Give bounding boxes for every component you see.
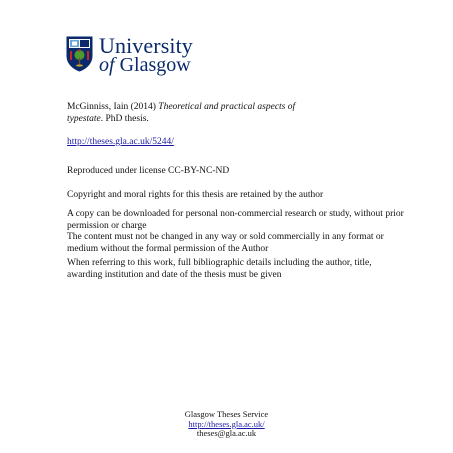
footer xyxy=(0,410,453,439)
citation-title-part1: Theoretical and practical aspects of xyxy=(158,102,296,112)
university-name-line1: University xyxy=(99,33,193,58)
citation-title-part2: typestate xyxy=(67,114,101,124)
university-name-glasgow: Glasgow xyxy=(119,54,191,76)
university-name-line2 xyxy=(99,55,193,75)
thesis-citation xyxy=(67,101,407,125)
footer-email: theses@gla.ac.uk xyxy=(196,428,257,438)
copyright-statement: Copyright and moral rights for this thesis are retained by the author xyxy=(67,190,324,200)
thesis-url-link[interactable]: http://theses.gla.ac.uk/5244/ xyxy=(67,137,174,147)
referring-statement: When referring to this work, full bibliographic details including the author, title, awarding institution and date of the thesis must be given xyxy=(67,258,372,280)
university-crest-icon xyxy=(66,36,93,72)
footer-service-name: Glasgow Theses Service xyxy=(184,409,269,419)
footer-service-link[interactable]: http://theses.gla.ac.uk/ xyxy=(188,418,265,429)
university-name xyxy=(99,35,193,75)
content-change-statement: The content must not be changed in any way or sold commercially in any format or medium without the formal permission of the Author xyxy=(67,232,384,254)
university-name-of: of xyxy=(99,54,115,76)
university-logo xyxy=(66,33,216,76)
download-statement: A copy can be downloaded for personal non-commercial research or study, without prior permission or charge xyxy=(67,209,404,231)
citation-authors-year: McGinniss, Iain (2014) xyxy=(67,102,159,112)
thesis-url-line xyxy=(67,136,407,148)
license-statement: Reproduced under license CC-BY-NC-ND xyxy=(67,166,230,176)
citation-suffix: . PhD thesis. xyxy=(100,114,149,124)
